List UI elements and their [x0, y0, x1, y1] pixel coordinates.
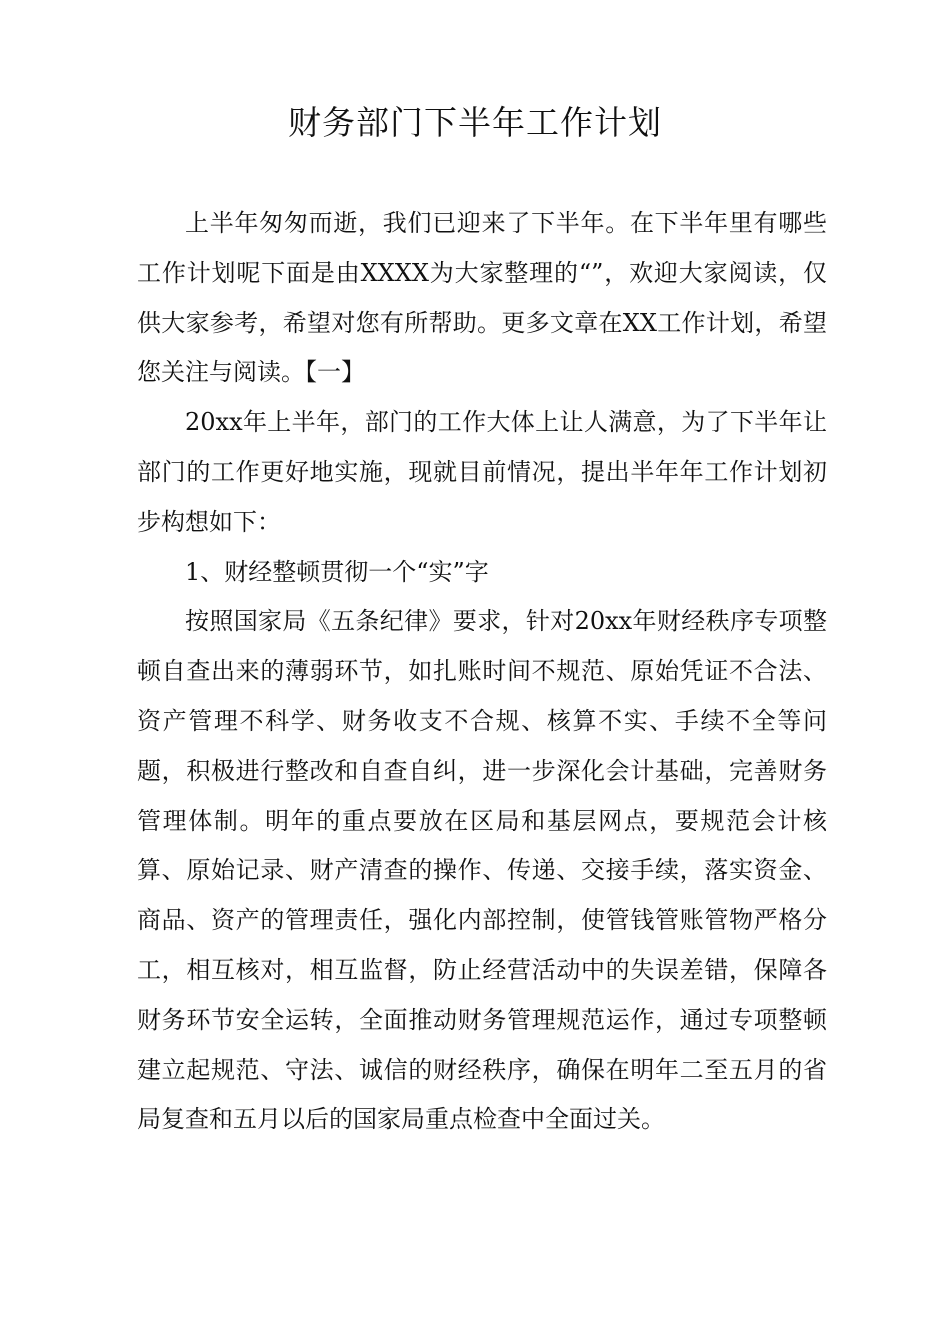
paragraph-section-1: 按照国家局《五条纪律》要求，针对20xx年财经秩序专项整顿自查出来的薄弱环节，如扎账时间不规范、原始凭证不合法、资产管理不科学、财务收支不合规、核算不实、手续不全等问题，积极进行整改和自查自纠，进一步深化会计基础，完善财务管理体制。明年的重点要放在区局和基层网点，要规范会计核算、原始记录、财产清查的操作、传递、交接手续，落实资金、商品、资产的管理责任，强化内部控制，使管钱管账管物严格分工，相互核对，相互监督，防止经营活动中的失误差错，保障各财务环节安全运转，全面推动财务管理规范运作，通过专项整顿建立起规范、守法、诚信的财经秩序，确保在明年二至五月的省局复查和五月以后的国家局重点检查中全面过关。: [137, 607, 827, 1134]
paragraph-overview: 20xx年上半年，部门的工作大体上让人满意，为了下半年让部门的工作更好地实施，现就目前情况，提出半年年工作计划初步构想如下：: [137, 408, 827, 536]
section-heading-1: 1、财经整顿贯彻一个“实”字: [185, 557, 489, 586]
page-title: 财务部门下半年工作计划: [288, 103, 662, 142]
paragraph-intro: 上半年匆匆而逝，我们已迎来了下半年。在下半年里有哪些工作计划呢下面是由XXXX为大家整理的“”，欢迎大家阅读，仅供大家参考，希望对您有所帮助。更多文章在XX工作计划，希望您关注与阅读。【一】: [137, 209, 827, 387]
document-body: [137, 199, 827, 1145]
